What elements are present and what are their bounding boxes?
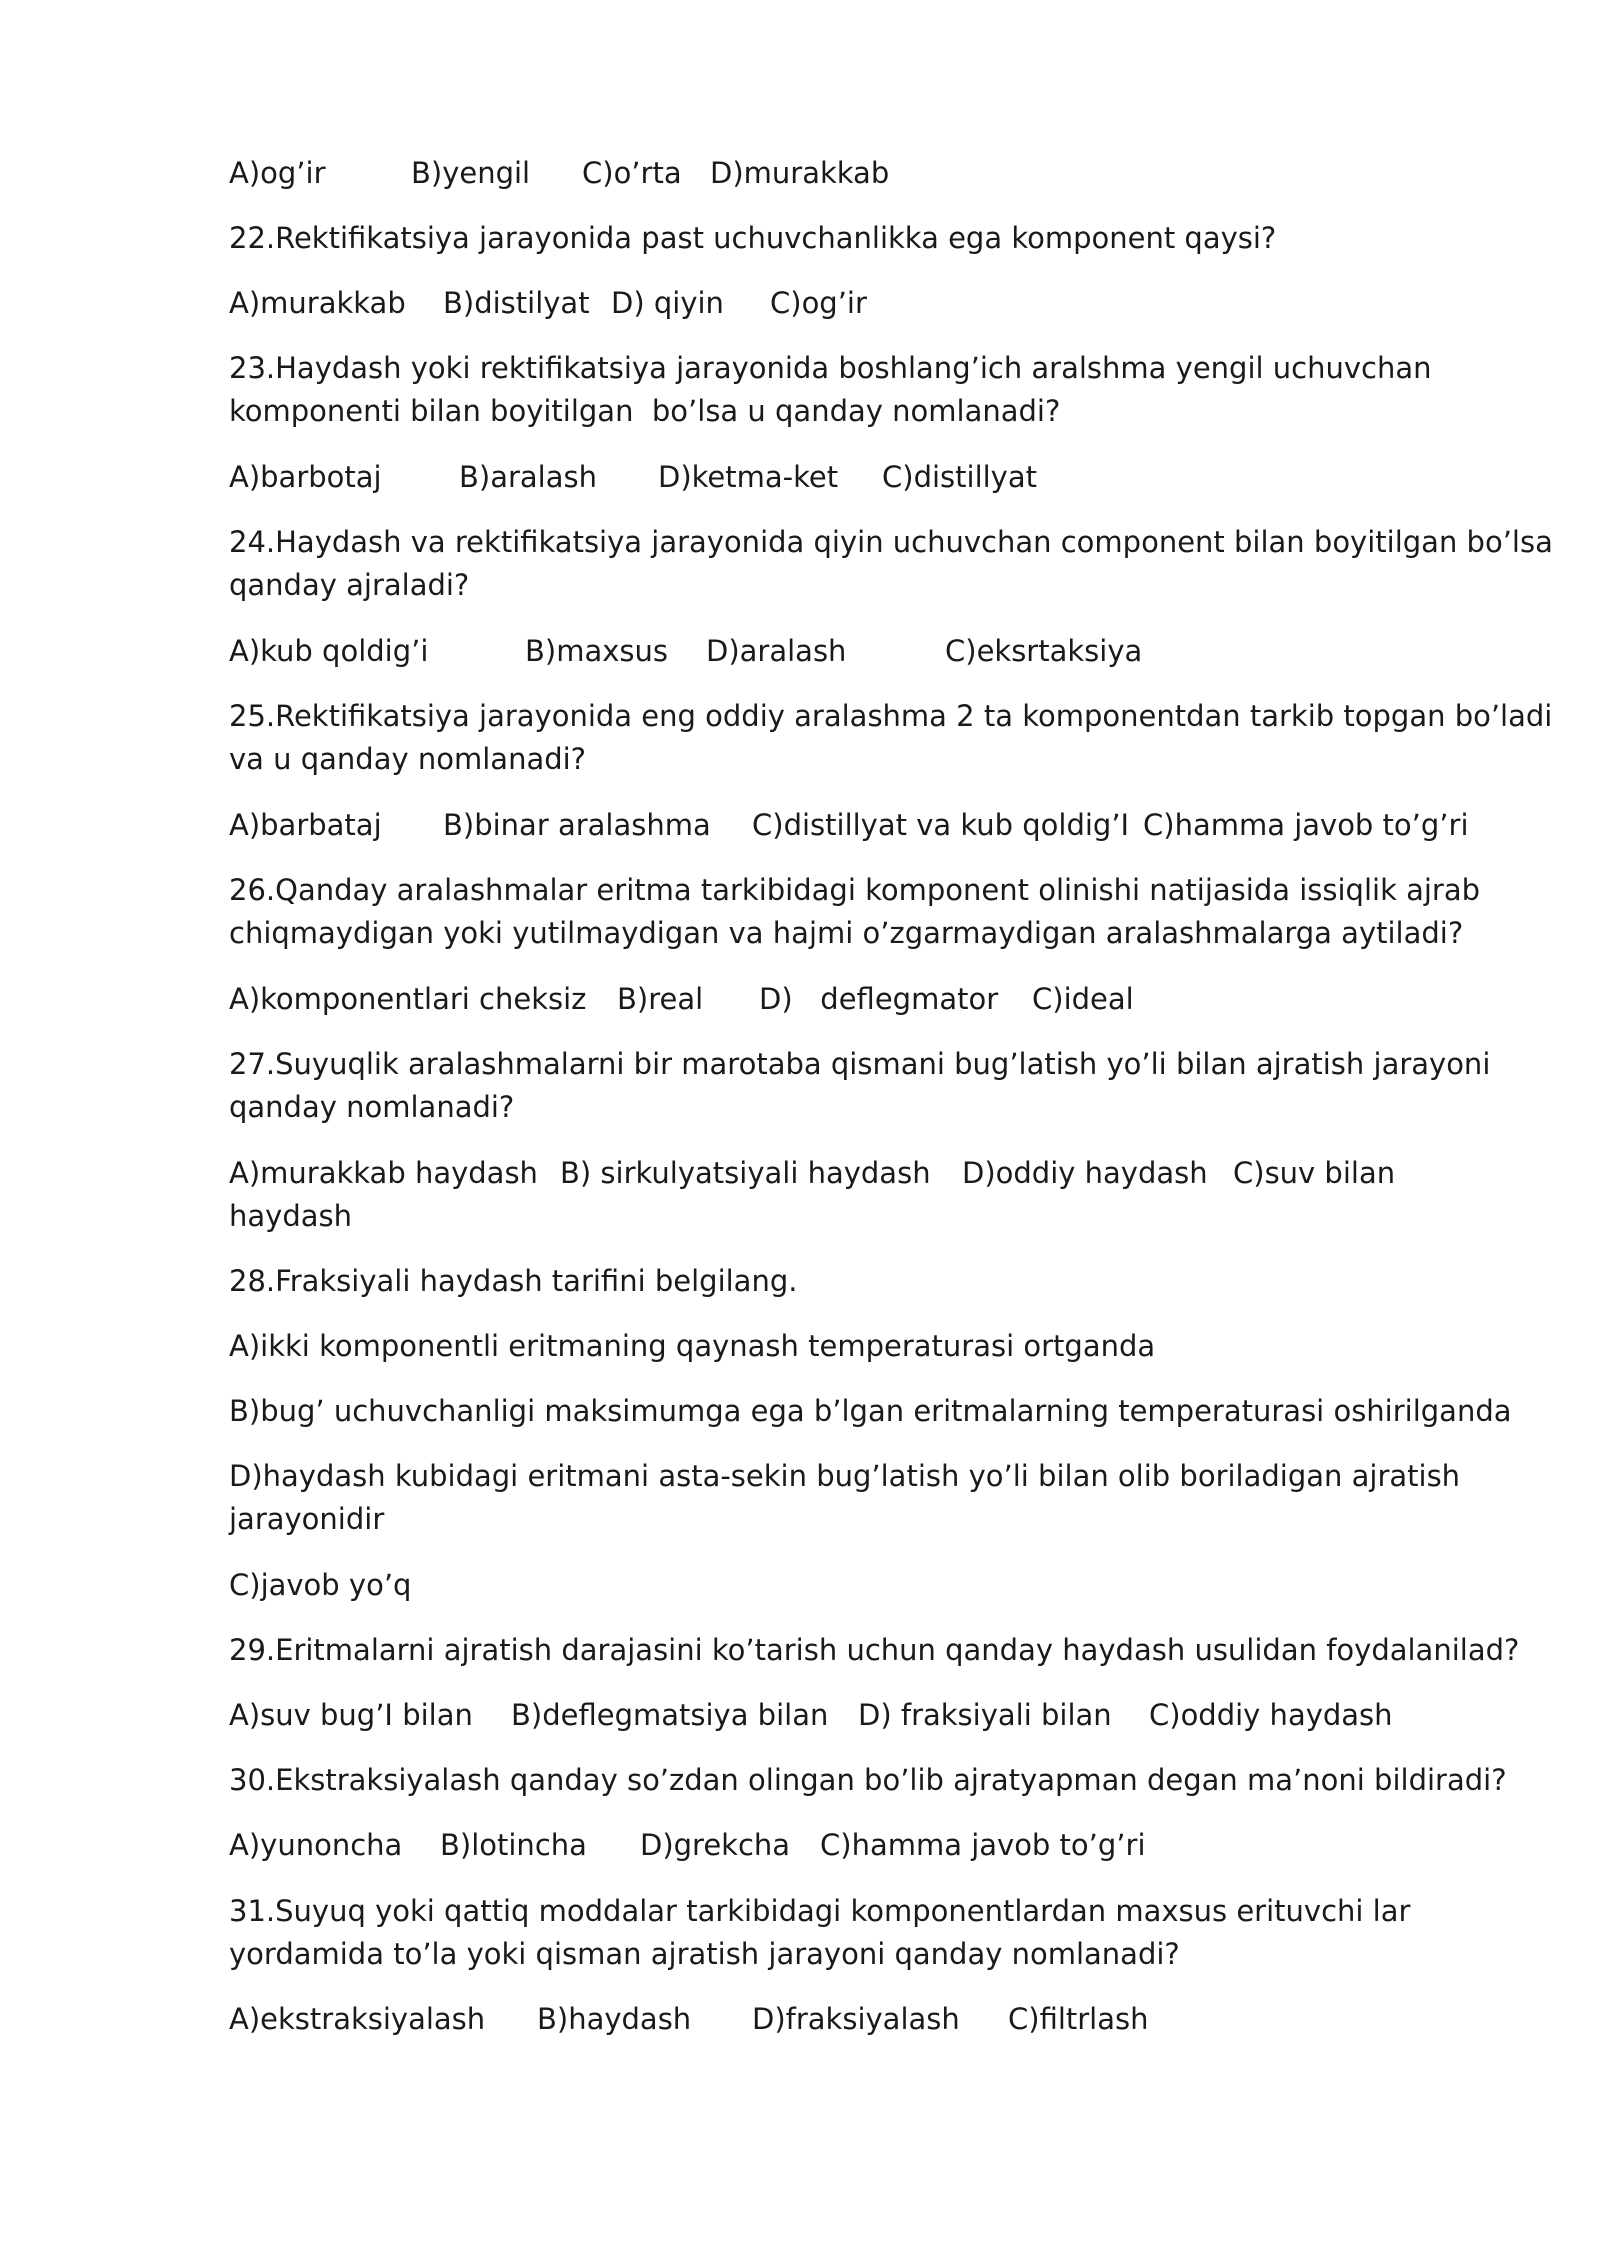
q30-question: 30.Ekstraksiyalash qanday so’zdan olingan bo’lib ajratyapman degan ma’noni bildiradi? <box>229 1763 1507 1797</box>
q24-option-c: C)eksrtaksiya <box>945 634 1143 668</box>
q27-option-d: D)oddiy haydash <box>962 1156 1208 1190</box>
q24-option-d: D)aralash <box>706 634 847 668</box>
q24-question-line2: qanday ajraladi? <box>229 568 470 602</box>
q23-option-a: A)barbotaj <box>229 460 382 494</box>
q31-option-b: B)haydash <box>537 2002 692 2036</box>
q31-option-d: D)fraksiyalash <box>752 2002 960 2036</box>
q24-option-b: B)maxsus <box>525 634 668 668</box>
q21-option-a: A)og’ir <box>229 156 326 190</box>
q25-option-c: C)distillyat va kub qoldig’I <box>752 808 1130 842</box>
q29-question: 29.Eritmalarni ajratish darajasini ko’tarish uchun qanday haydash usulidan foydalanilad? <box>229 1633 1520 1667</box>
q25-question-line2: va u qanday nomlanadi? <box>229 742 587 776</box>
q30-option-a: A)yunoncha <box>229 1828 403 1862</box>
q27-option-b: B) sirkulyatsiyali haydash <box>560 1156 931 1190</box>
q22-question: 22.Rektifikatsiya jarayonida past uchuvchanlikka ega komponent qaysi? <box>229 221 1277 255</box>
q21-option-c: C)o’rta <box>582 156 682 190</box>
q28-option-c: C)javob yo’q <box>229 1568 412 1602</box>
q25-option-a: A)barbataj <box>229 808 382 842</box>
q28-option-a: A)ikki komponentli eritmaning qaynash temperaturasi ortganda <box>229 1329 1156 1363</box>
q28-option-d-line2: jarayonidir <box>229 1502 385 1536</box>
q25-option-b: B)binar aralashma <box>443 808 711 842</box>
q26-option-d: D) deflegmator <box>759 982 999 1016</box>
q22-option-a: A)murakkab <box>229 286 406 320</box>
q27-option-c-continued: haydash <box>229 1199 352 1233</box>
q28-option-b: B)bug’ uchuvchanligi maksimumga ega b’lgan eritmalarning temperaturasi oshirilganda <box>229 1394 1512 1428</box>
q24-question-line1: 24.Haydash va rektifikatsiya jarayonida qiyin uchuvchan component bilan boyitilgan bo’lsa <box>229 525 1553 559</box>
q22-option-d: D) qiyin <box>611 286 724 320</box>
q26-option-b: B)real <box>617 982 704 1016</box>
q25-option-c2: C)hamma javob to’g’ri <box>1143 808 1469 842</box>
q21-option-b: B)yengil <box>411 156 531 190</box>
q21-option-d: D)murakkab <box>710 156 890 190</box>
q31-option-a: A)ekstraksiyalash <box>229 2002 486 2036</box>
q28-option-d-line1: D)haydash kubidagi eritmani asta-sekin bug’latish yo’li bilan olib boriladigan ajratish <box>229 1459 1461 1493</box>
q29-option-a: A)suv bug’I bilan <box>229 1698 473 1732</box>
q26-question-line2: chiqmaydigan yoki yutilmaydigan va hajmi o’zgarmaydigan aralashmalarga aytiladi? <box>229 916 1464 950</box>
q26-option-a: A)komponentlari cheksiz <box>229 982 587 1016</box>
q23-question-line2: komponenti bilan boyitilgan bo’lsa u qanday nomlanadi? <box>229 394 1061 428</box>
q22-option-b: B)distilyat <box>443 286 590 320</box>
q23-option-b: B)aralash <box>459 460 597 494</box>
q27-option-a: A)murakkab haydash <box>229 1156 538 1190</box>
q29-option-b: B)deflegmatsiya bilan <box>511 1698 829 1732</box>
q26-option-c: C)ideal <box>1032 982 1134 1016</box>
q29-option-c: C)oddiy haydash <box>1149 1698 1393 1732</box>
q26-question-line1: 26.Qanday aralashmalar eritma tarkibidagi komponent olinishi natijasida issiqlik ajrab <box>229 873 1481 907</box>
q27-question-line1: 27.Suyuqlik aralashmalarni bir marotaba qismani bug’latish yo’li bilan ajratish jarayoni <box>229 1047 1491 1081</box>
q28-question: 28.Fraksiyali haydash tarifini belgilang. <box>229 1264 798 1298</box>
q22-option-c: C)og’ir <box>770 286 867 320</box>
q31-question-line2: yordamida to’la yoki qisman ajratish jarayoni qanday nomlanadi? <box>229 1937 1180 1971</box>
q31-option-c: C)filtrlash <box>1008 2002 1149 2036</box>
q24-option-a: A)kub qoldig’i <box>229 634 429 668</box>
q30-option-d: D)grekcha <box>640 1828 791 1862</box>
q27-question-line2: qanday nomlanadi? <box>229 1090 515 1124</box>
q30-option-b: B)lotincha <box>440 1828 587 1862</box>
q23-option-c: C)distillyat <box>882 460 1037 494</box>
q27-option-c: C)suv bilan <box>1233 1156 1396 1190</box>
q30-option-c: C)hamma javob to’g’ri <box>820 1828 1146 1862</box>
q23-option-d: D)ketma-ket <box>658 460 839 494</box>
q23-question-line1: 23.Haydash yoki rektifikatsiya jarayonida boshlang’ich aralshma yengil uchuvchan <box>229 351 1432 385</box>
q31-question-line1: 31.Suyuq yoki qattiq moddalar tarkibidagi komponentlardan maxsus erituvchi lar <box>229 1894 1411 1928</box>
q29-option-d: D) fraksiyali bilan <box>858 1698 1112 1732</box>
q25-question-line1: 25.Rektifikatsiya jarayonida eng oddiy aralashma 2 ta komponentdan tarkib topgan bo’ladi <box>229 699 1553 733</box>
